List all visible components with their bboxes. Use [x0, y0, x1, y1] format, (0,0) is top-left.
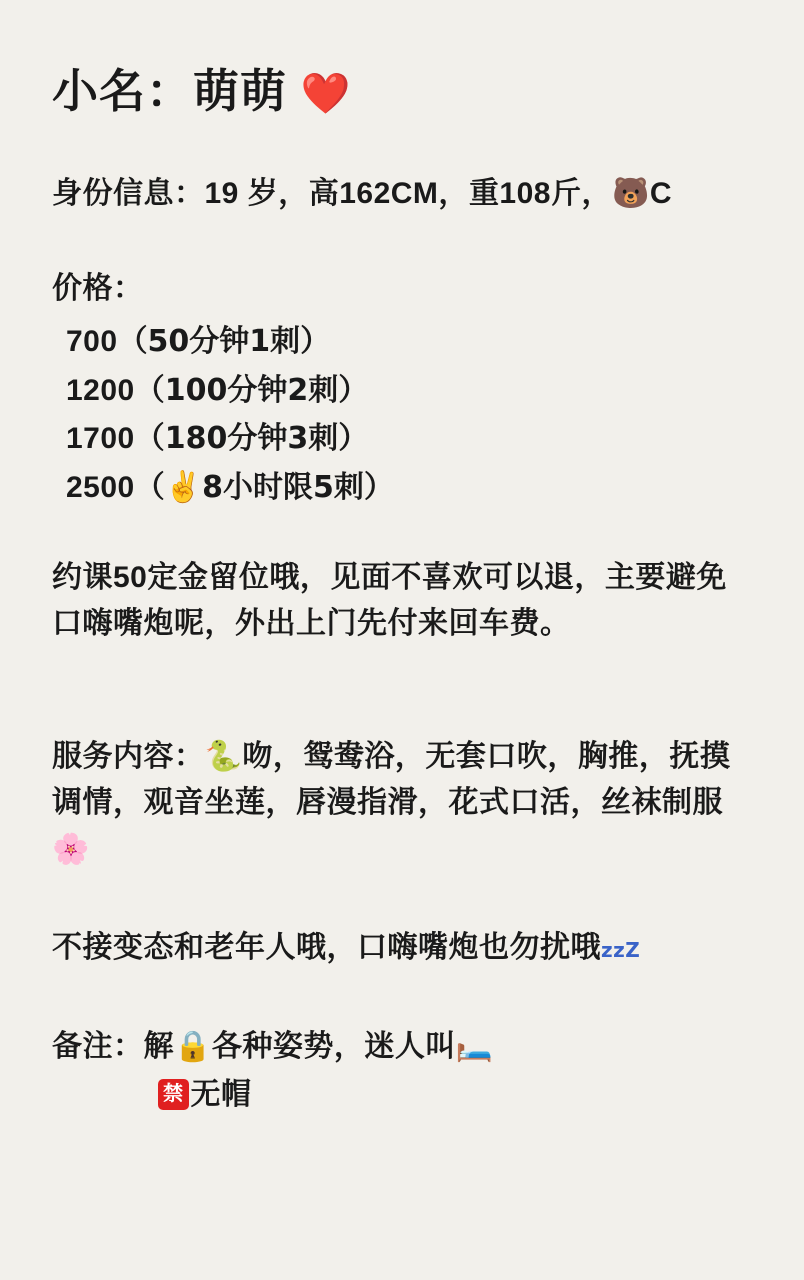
lotus-icon: 🌸	[52, 831, 90, 867]
list-item	[66, 318, 752, 367]
bear-icon: 🐻	[612, 176, 650, 212]
remark-label: 备注：	[52, 1029, 144, 1063]
price-list	[52, 318, 752, 512]
identity-line	[52, 171, 752, 218]
snake-icon: 🐍	[204, 738, 243, 774]
services-paragraph	[52, 734, 752, 874]
page-title	[52, 64, 752, 119]
identity-weight: 重108斤，	[468, 177, 612, 211]
remark-line2-text: 无帽	[190, 1078, 252, 1112]
list-item	[66, 415, 752, 464]
reject-paragraph	[52, 925, 752, 972]
prohibited-badge: 禁	[158, 1079, 189, 1110]
booking-note: 约课50定金留位哦，见面不喜欢可以退，主要避免口嗨嘴炮呢，外出上门先付来回车费。	[52, 560, 727, 641]
lock-icon: 🔒	[174, 1028, 212, 1064]
price-amount: 1700	[66, 422, 135, 456]
price-detail: （50分钟1刺）	[117, 324, 331, 360]
sleep-icon: zzZ	[601, 938, 641, 963]
remark-line-one	[52, 1024, 752, 1071]
price-amount: 1200	[66, 373, 135, 407]
identity-height: 高162CM，	[308, 177, 469, 211]
price-detail: （180分钟3刺）	[134, 421, 369, 457]
bed-icon: 🛏️	[455, 1028, 494, 1064]
price-label: 价格：	[52, 271, 144, 305]
remark-line-two	[52, 1072, 752, 1119]
reject-text: 不接变态和老年人哦，口嗨嘴炮也勿扰哦	[52, 931, 601, 965]
price-amount: 2500	[66, 470, 135, 504]
services-label: 服务内容：	[52, 739, 205, 773]
services-text: 吻，鸳鸯浴，无套口吹，胸推，抚摸调情，观音坐莲，唇漫指滑，花式口活，丝袜制服	[52, 739, 731, 820]
price-detail: （100分钟2刺）	[134, 372, 369, 408]
remark-text-b: 各种姿势，迷人叫	[211, 1029, 456, 1063]
price-detail: （✌️8小时限5刺）	[134, 469, 394, 505]
price-amount: 700	[66, 325, 118, 359]
title-name: 萌萌	[193, 65, 287, 117]
remark-text-a: 解	[143, 1029, 174, 1063]
identity-cup: C	[649, 177, 673, 211]
list-item	[66, 367, 752, 416]
identity-age: 19 岁，	[204, 177, 309, 211]
heart-icon: ❤️	[300, 71, 352, 117]
list-item	[66, 464, 752, 513]
title-label: 小名：	[52, 65, 193, 117]
identity-label: 身份信息：	[52, 177, 205, 211]
